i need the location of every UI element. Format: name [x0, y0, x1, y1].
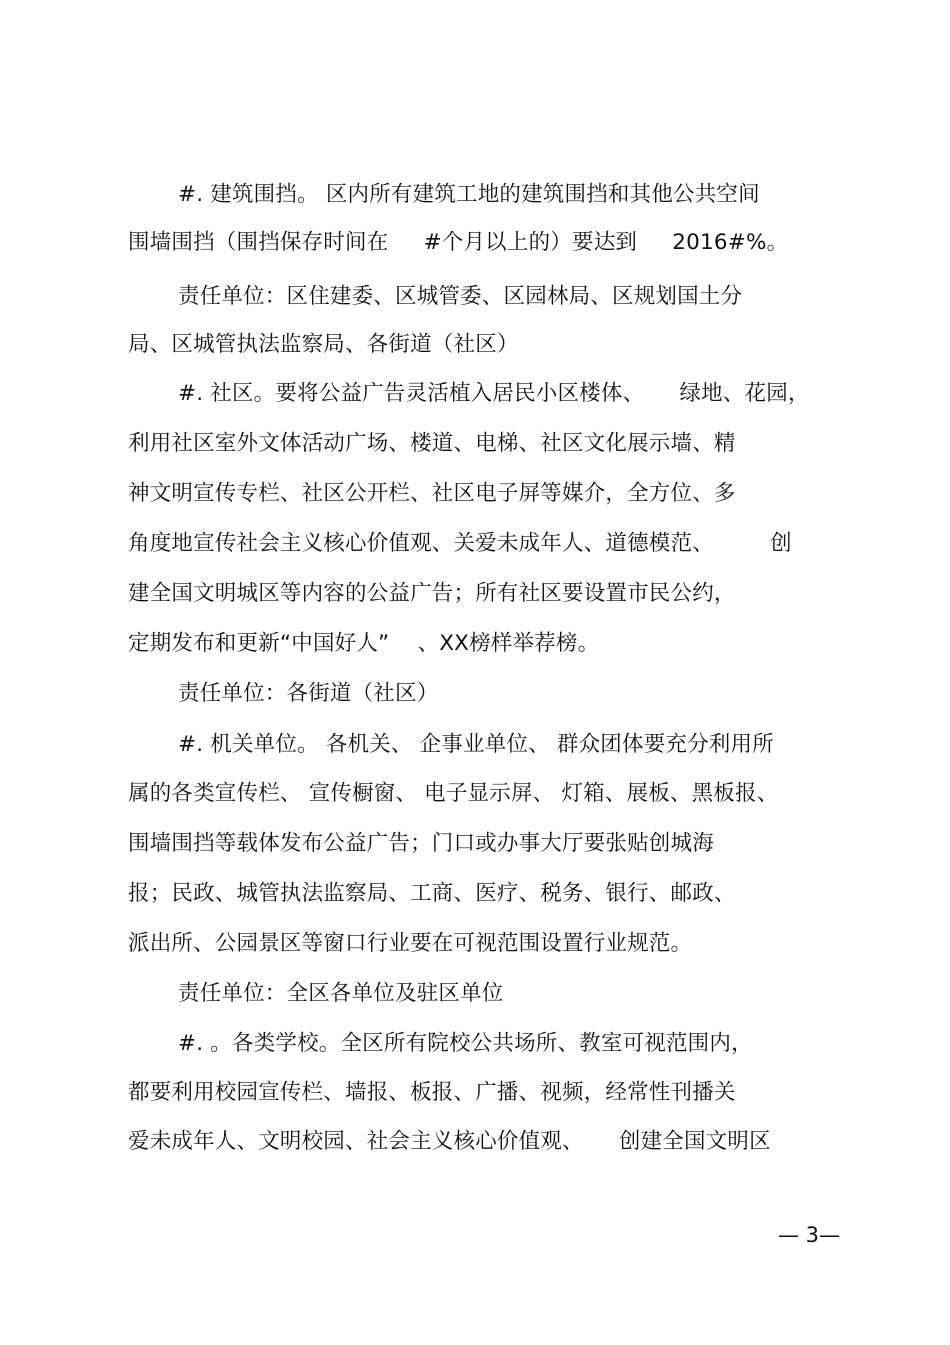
page-number: — 3— — [778, 1223, 841, 1247]
text-line: 属的各类宣传栏、 宣传橱窗、 电子显示屏、 灯箱、展板、黑板报、 — [128, 781, 779, 806]
text-line: 报；民政、城管执法监察局、工商、医疗、税务、银行、邮政、 — [128, 881, 736, 906]
text-line: #. 社区。要将公益广告灵活植入居民小区楼体、 绿地、花园， — [178, 381, 810, 406]
text-line: 围墙围挡（围挡保存时间在 #个月以上的）要达到 2016#%。 — [128, 230, 789, 255]
text-line: 爱未成年人、文明校园、社会主义核心价值观、 创建全国文明区 — [128, 1129, 771, 1154]
text-line: 定期发布和更新“中国好人” 、XX榜样举荐榜。 — [128, 631, 600, 656]
text-line: 神文明宣传专栏、社区公开栏、社区电子屏等媒介，全方位、多 — [128, 481, 736, 506]
text-line: 角度地宣传社会主义核心价值观、关爱未成年人、道德模范、 创 — [128, 531, 792, 556]
text-line: 责任单位：全区各单位及驻区单位 — [178, 981, 504, 1006]
text-line: 利用社区室外文体活动广场、楼道、电梯、社区文化展示墙、精 — [128, 431, 736, 456]
text-line: 围墙围挡等载体发布公益广告；门口或办事大厅要张贴创城海 — [128, 831, 714, 856]
text-line: #. 。各类学校。全区所有院校公共场所、教室可视范围内， — [178, 1031, 753, 1056]
text-line: 派出所、公园景区等窗口行业要在可视范围设置行业规范。 — [128, 931, 693, 956]
text-line: 责任单位：各街道（社区） — [178, 681, 439, 706]
text-line: 建全国文明城区等内容的公益广告；所有社区要设置市民公约， — [128, 581, 736, 606]
text-line: #. 建筑围挡。 区内所有建筑工地的建筑围挡和其他公共空间 — [178, 182, 760, 207]
text-line: 都要利用校园宣传栏、墙报、板报、广播、视频，经常性刊播关 — [128, 1080, 736, 1105]
text-line: #. 机关单位。 各机关、 企事业单位、 群众团体要充分利用所 — [178, 732, 774, 757]
text-line: 局、区城管执法监察局、各街道（社区） — [128, 332, 519, 357]
text-line: 责任单位：区住建委、区城管委、区园林局、区规划国土分 — [178, 284, 743, 309]
